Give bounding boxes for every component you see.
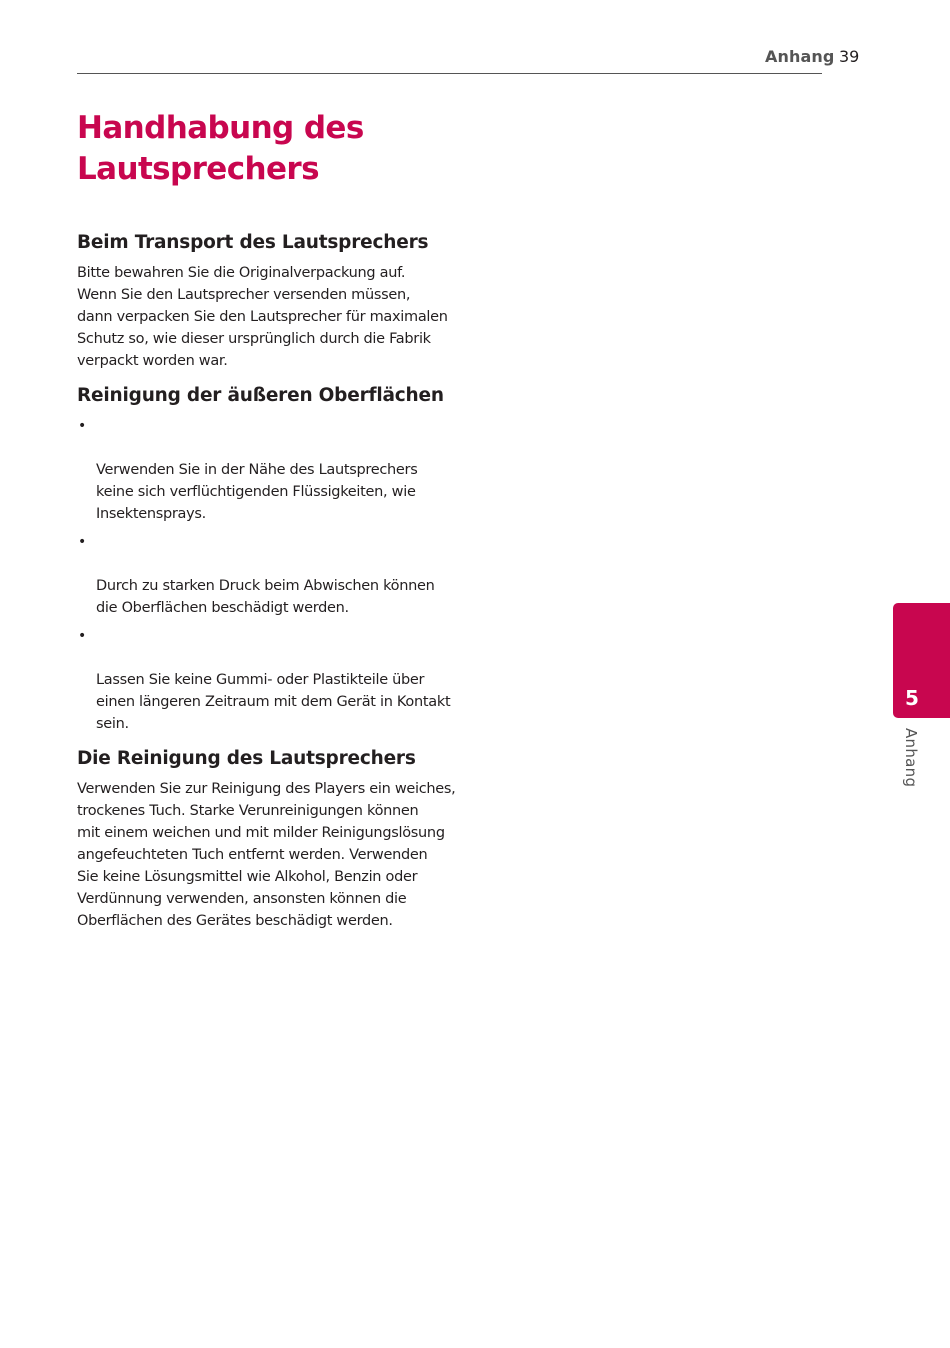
section-text-transport: Bitte bewahren Sie die Originalverpackung auf. Wenn Sie den Lautsprecher versenden müssen, dann verpacken Sie den Lautsprecher für maximalen Schutz so, wie dieser ursprünglich durch die Fabrik verpackt worden war. — [77, 265, 448, 369]
chapter-label: Anhang — [902, 728, 920, 788]
section-speaker-cleaning — [77, 745, 467, 932]
list-item — [77, 415, 467, 525]
main-content — [77, 229, 467, 932]
page-number: 39 — [839, 47, 860, 66]
section-heading-surface-cleaning: Reinigung der äußeren Oberflächen — [77, 385, 444, 406]
bullet-icon: • — [78, 418, 86, 434]
page-title: Handhabung des Lautsprechers — [77, 110, 364, 187]
section-text-speaker-cleaning: Verwenden Sie zur Reinigung des Players ein weiches, trockenes Tuch. Starke Verunreinigungen können mit einem weichen und mit milder Reinigungslösung angefeuchteten Tuch entfernt werden. Verwenden Sie keine Lösungsmittel wie Alkohol, Benzin oder Verdünnung verwenden, ansonsten können die Oberflächen des Gerätes beschädigt werden. — [77, 781, 456, 929]
section-transport — [77, 229, 467, 372]
list-item-text: Durch zu starken Druck beim Abwischen können die Oberflächen beschädigt werden. — [96, 578, 435, 616]
list-item-text: Lassen Sie keine Gummi- oder Plastikteile über einen längeren Zeitraum mit dem Gerät in Kontakt sein. — [96, 672, 451, 732]
section-heading-speaker-cleaning: Die Reinigung des Lautsprechers — [77, 748, 416, 769]
section-surface-cleaning — [77, 382, 467, 735]
bullet-icon: • — [78, 628, 86, 644]
chapter-number: 5 — [905, 686, 919, 710]
header-section-title: Anhang — [765, 47, 835, 66]
section-heading-transport: Beim Transport des Lautsprechers — [77, 232, 429, 253]
list-item — [77, 531, 467, 619]
chapter-tab[interactable] — [893, 603, 950, 718]
bullet-icon: • — [78, 534, 86, 550]
header-divider — [77, 73, 822, 74]
list-item — [77, 625, 467, 735]
list-item-text: Verwenden Sie in der Nähe des Lautsprechers keine sich verflüchtigenden Flüssigkeiten, wie Insektensprays. — [96, 462, 418, 522]
bullet-list — [77, 415, 467, 735]
